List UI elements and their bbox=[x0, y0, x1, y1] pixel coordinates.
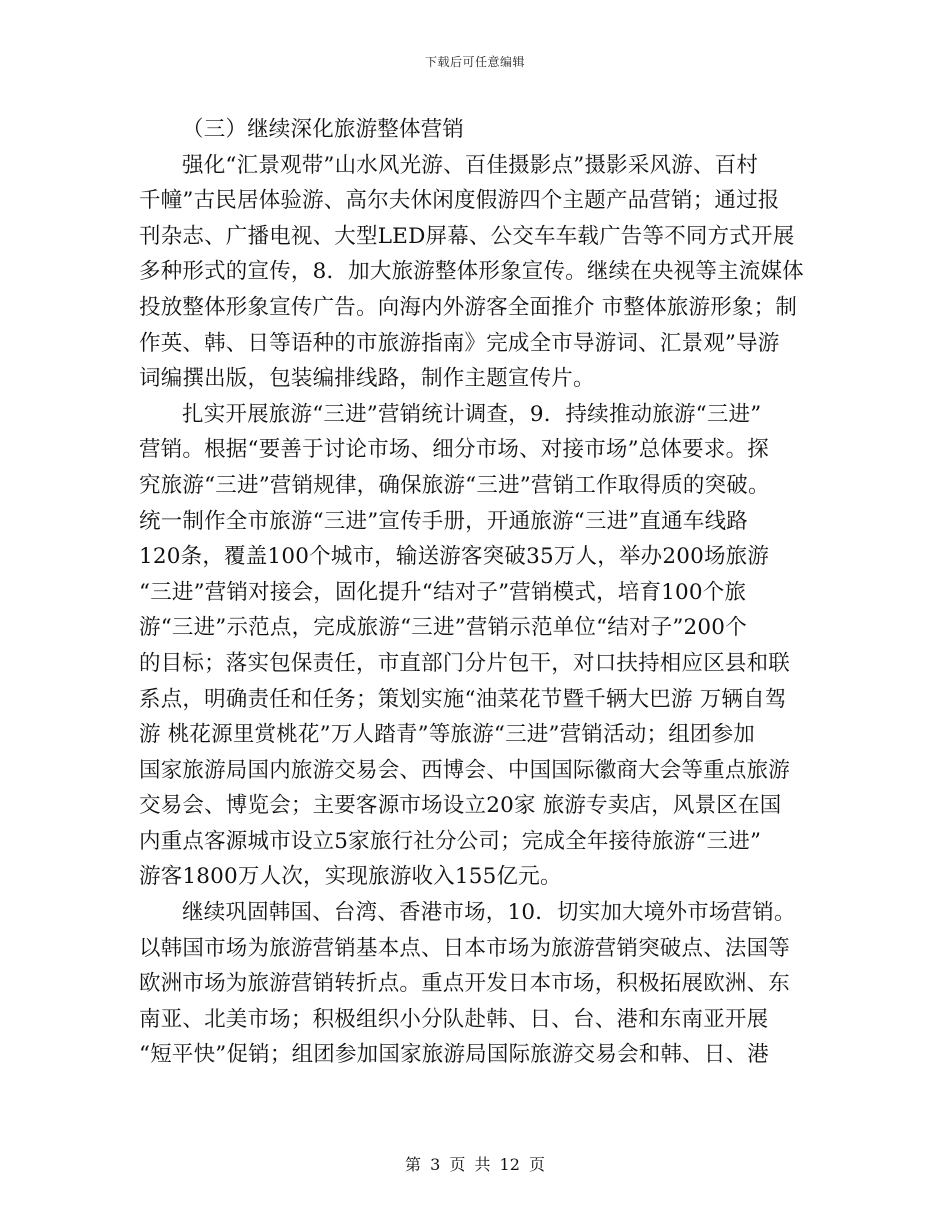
paragraph-line: 究旅游“三进”营销规律，确保旅游“三进”营销工作取得质的突破。 bbox=[139, 472, 770, 498]
document-body bbox=[139, 112, 819, 1073]
page-footer: 第 3 页 共 12 页 bbox=[405, 1155, 545, 1174]
paragraph-line: 千幢”古民居体验游、高尔夫休闲度假游四个主题产品营销；通过报 bbox=[139, 188, 780, 214]
paragraph-line: 游“三进”示范点，完成旅游“三进”营销示范单位“结对子”200个 bbox=[139, 615, 747, 641]
paragraph-line: 120条，覆盖100个城市，输送游客突破35万人，举办200场旅游 bbox=[139, 544, 770, 570]
paragraph-line: 统一制作全市旅游“三进”宣传手册，开通旅游“三进”直通车线路 bbox=[139, 508, 748, 534]
paragraph-line: “短平快”促销；组团参加国家旅游局国际旅游交易会和韩、日、港 bbox=[139, 1042, 769, 1068]
paragraph-line: 交易会、博览会；主要客源市场设立20家 旅游专卖店，风景区在国 bbox=[139, 793, 782, 819]
page-header: 下载后可任意编辑 bbox=[424, 55, 525, 69]
paragraph-line: 投放整体形象宣传广告。向海内外游客全面推介 市整体旅游形象；制 bbox=[139, 294, 798, 320]
paragraph-line: 作英、韩、日等语种的市旅游指南》完成全市导游词、汇景观”导游 bbox=[139, 330, 780, 356]
paragraph-line: 以韩国市场为旅游营销基本点、日本市场为旅游营销突破点、法国等 bbox=[139, 935, 791, 961]
section-heading: （三）继续深化旅游整体营销 bbox=[182, 117, 465, 142]
paragraph-line: 的目标；落实包保责任，市直部门分片包干，对口扶持相应区县和联 bbox=[139, 650, 791, 676]
paragraph-line: 南亚、北美市场；积极组织小分队赴韩、日、台、港和东南亚开展 bbox=[139, 1006, 769, 1032]
paragraph-line: 强化“汇景观带”山水风光游、百佳摄影点”摄影采风游、百村 bbox=[182, 152, 759, 178]
paragraph-line: 游客1800万人次，实现旅游收入155亿元。 bbox=[139, 864, 562, 890]
paragraph-line: 词编撰出版，包装编排线路，制作主题宣传片。 bbox=[139, 366, 595, 392]
paragraph-line: 继续巩固韩国、台湾、香港市场，10．切实加大境外市场营销。 bbox=[182, 900, 796, 926]
paragraph-line: 欧洲市场为旅游营销转折点。重点开发日本市场，积极拓展欧洲、东 bbox=[139, 971, 791, 997]
paragraph-line: 内重点客源城市设立5家旅行社分公司；完成全年接待旅游“三进” bbox=[139, 828, 762, 854]
paragraph-line: “三进”营销对接会，固化提升“结对子”营销模式，培育100个旅 bbox=[139, 579, 747, 605]
paragraph-line: 多种形式的宣传，8．加大旅游整体形象宣传。继续在央视等主流媒体 bbox=[139, 259, 804, 285]
paragraph-line: 系点，明确责任和任务；策划实施“油菜花节暨千辆大巴游 万辆自驾 bbox=[139, 686, 787, 712]
paragraph-line: 游 桃花源里赏桃花”万人踏青”等旅游“三进”营销活动；组团参加 bbox=[139, 722, 756, 748]
paragraph-line: 刊杂志、广播电视、大型LED屏幕、公交车车载广告等不同方式开展 bbox=[139, 223, 795, 249]
paragraph-line: 国家旅游局国内旅游交易会、西博会、中国国际徽商大会等重点旅游 bbox=[139, 757, 791, 783]
paragraph-line: 营销。根据“要善于讨论市场、细分市场、对接市场”总体要求。探 bbox=[139, 437, 769, 463]
paragraph-line: 扎实开展旅游“三进”营销统计调查，9．持续推动旅游“三进” bbox=[182, 401, 762, 427]
